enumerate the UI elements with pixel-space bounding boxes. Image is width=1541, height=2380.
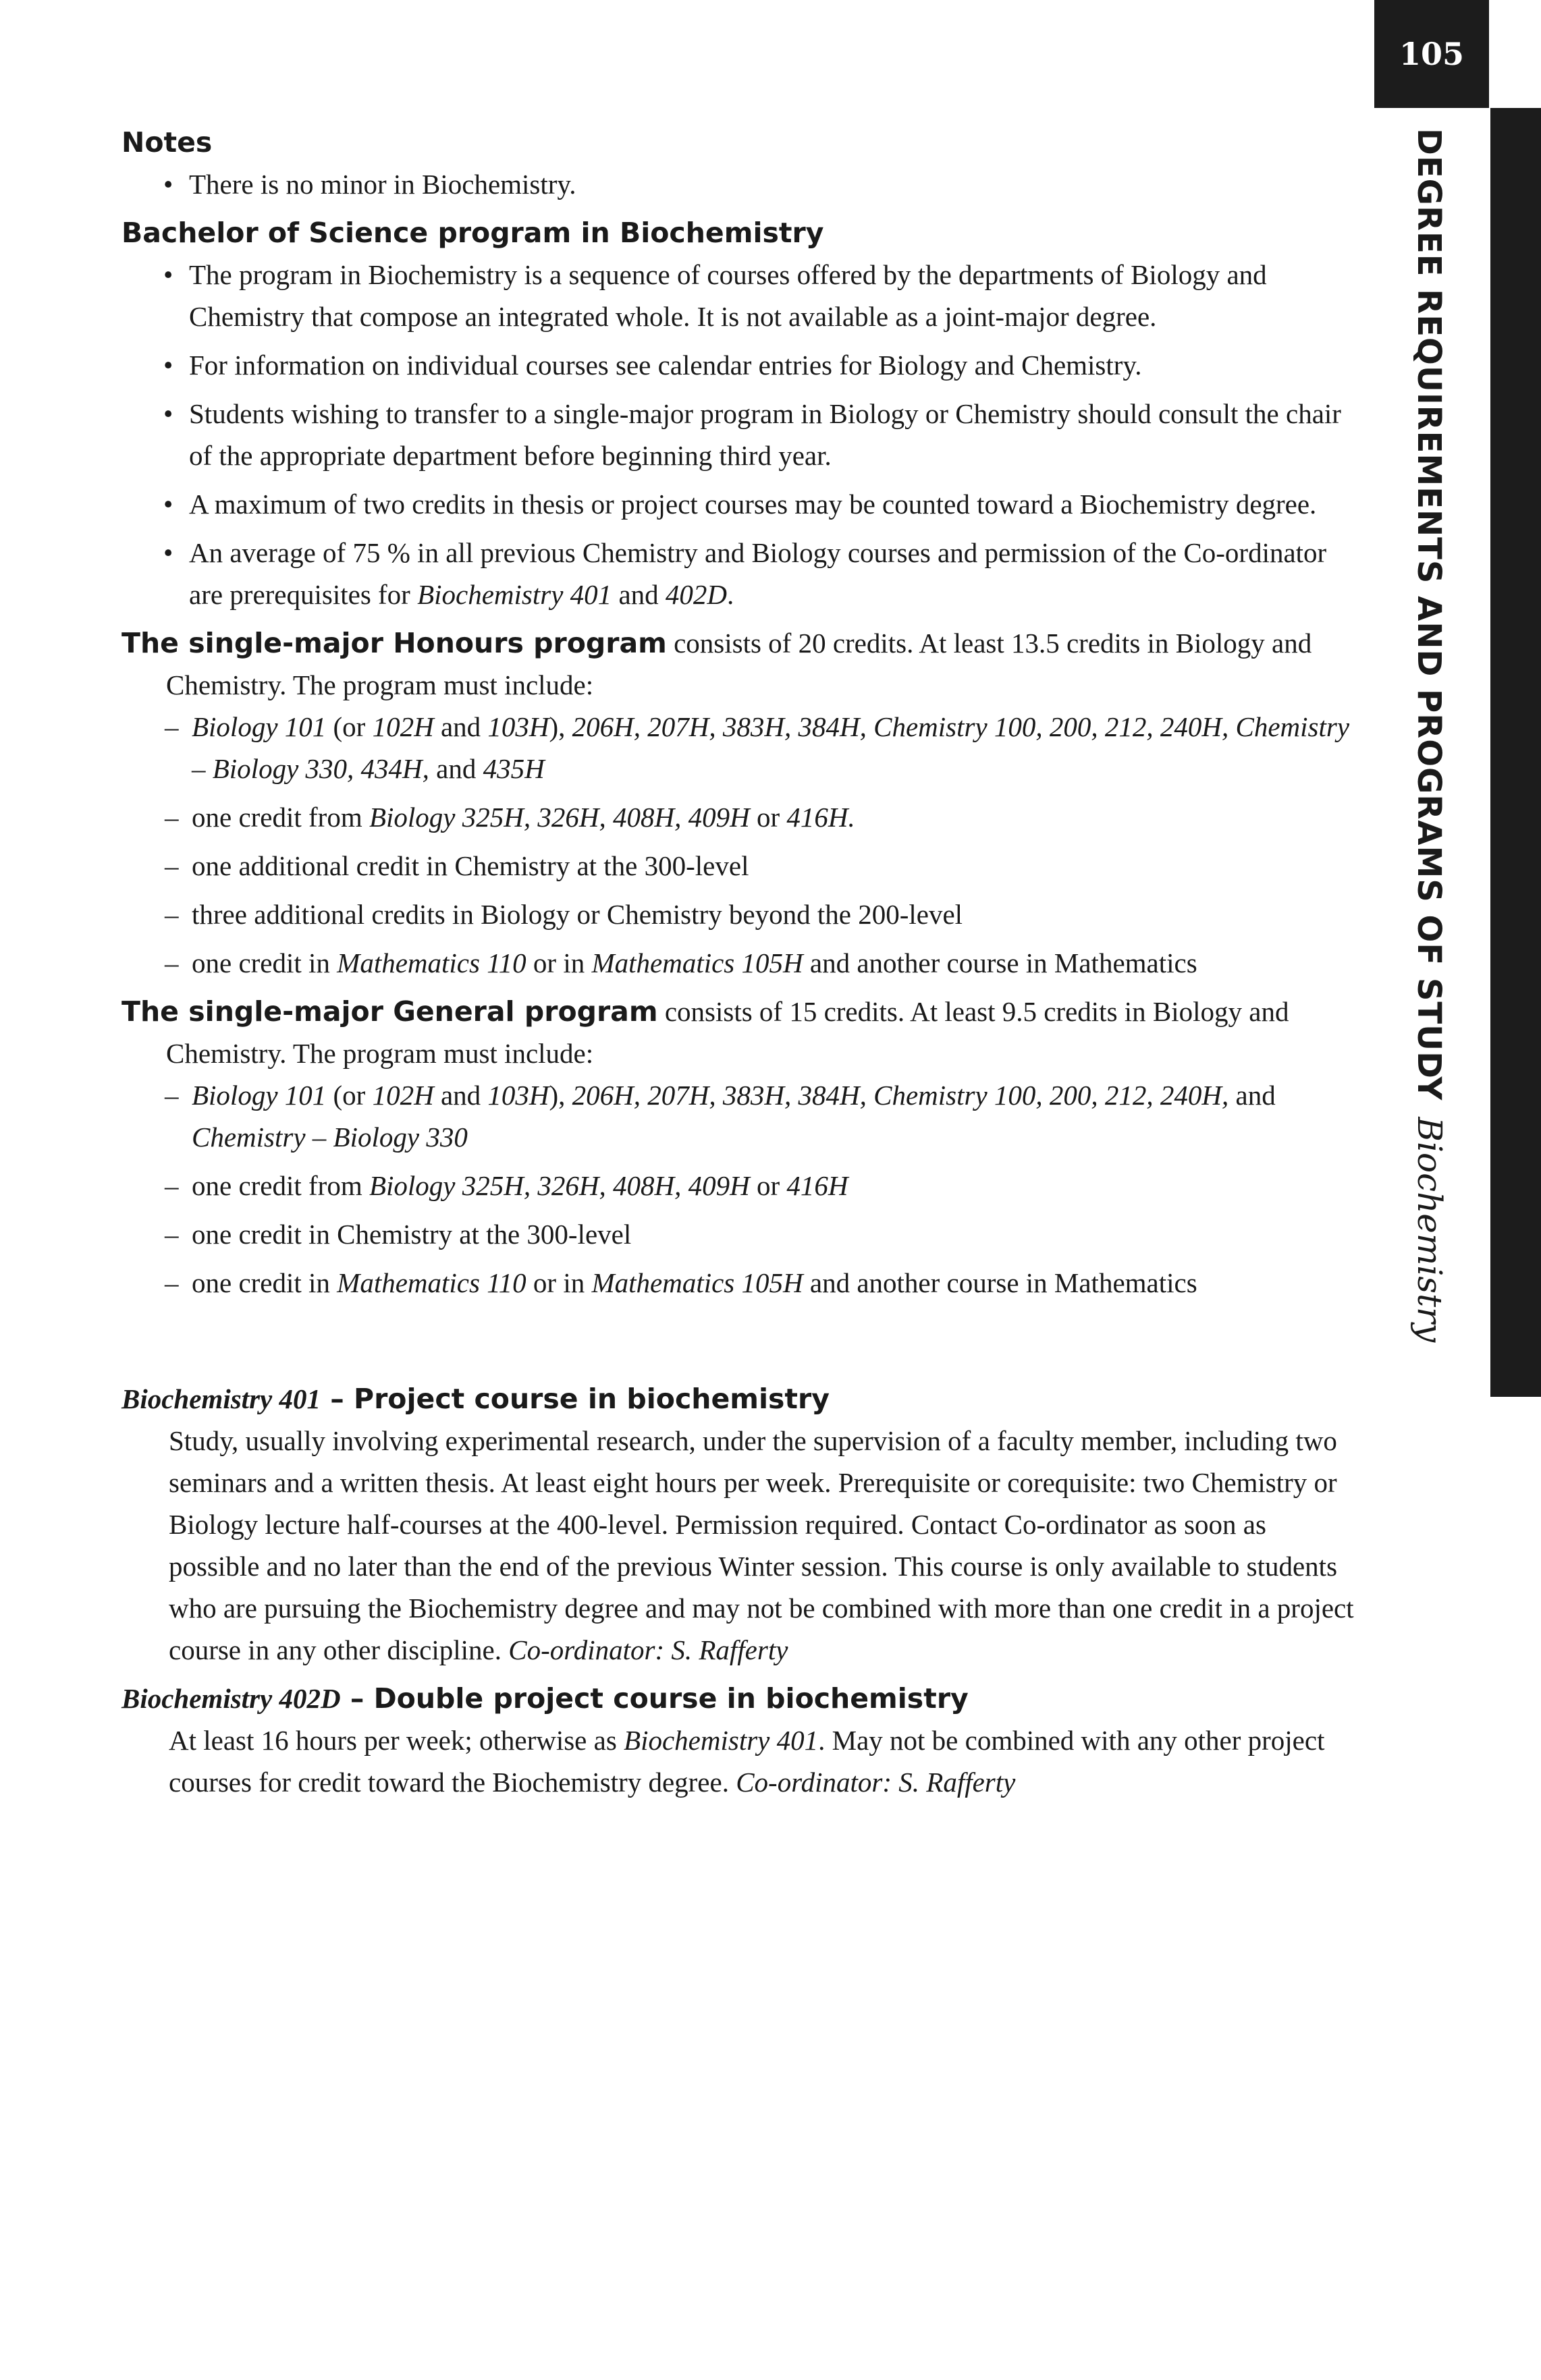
list-item: – Biology 101 (or 102H and 103H), 206H, 207H, 383H, 384H, Chemistry 100, 200, 212, 240H, Chemistry – Biology 330, 434H, and 435H xyxy=(192,706,1357,790)
course-code: Biochemistry 402D xyxy=(121,1683,341,1714)
honours-program-text: consists of 20 credits. At least 13.5 credits in Biology and Chemistry. The program must include: xyxy=(166,628,1312,700)
course-entry-401 xyxy=(121,1378,1357,1671)
course-title xyxy=(121,1678,1357,1719)
list-item: • The program in Biochemistry is a sequence of courses offered by the departments of Biology and Chemistry that compose an integrated whole. It is not available as a joint-major degree. xyxy=(189,254,1357,337)
general-requirements-list xyxy=(121,1074,1357,1304)
course-name: Project course in biochemistry xyxy=(354,1383,830,1415)
main-text-column xyxy=(121,121,1357,1810)
page-number: 105 xyxy=(1374,0,1489,108)
side-running-header xyxy=(1396,128,1463,1343)
list-item: – one credit in Chemistry at the 300-level xyxy=(192,1213,1357,1255)
general-program-lead: The single-major General program xyxy=(121,995,658,1028)
course-entry-402d xyxy=(121,1678,1357,1803)
honours-requirements-list xyxy=(121,706,1357,984)
honours-program-lead: The single-major Honours program xyxy=(121,627,667,659)
list-item: • There is no minor in Biochemistry. xyxy=(189,163,1357,205)
course-separator: – xyxy=(320,1383,354,1415)
list-item: • A maximum of two credits in thesis or project courses may be counted toward a Biochemistry degree. xyxy=(189,483,1357,525)
side-header-section: DEGREE REQUIREMENTS AND PROGRAMS OF STUDY xyxy=(1410,128,1448,1101)
list-item: – one credit in Mathematics 110 or in Mathematics 105H and another course in Mathematics xyxy=(192,1262,1357,1304)
list-item: • For information on individual courses see calendar entries for Biology and Chemistry. xyxy=(189,344,1357,386)
general-program-paragraph xyxy=(121,991,1357,1074)
list-item: • An average of 75 % in all previous Chemistry and Biology courses and permission of the Co-ordinator are prerequisites for Biochemistry 401 and 402D. xyxy=(189,532,1357,615)
list-item: – three additional credits in Biology or Chemistry beyond the 200-level xyxy=(192,893,1357,935)
course-title xyxy=(121,1378,1357,1420)
course-name: Double project course in biochemistry xyxy=(373,1682,969,1715)
notes-heading: Notes xyxy=(121,126,213,159)
course-description: Study, usually involving experimental research, under the supervision of a faculty member, including two seminars and a written thesis. At least eight hours per week. Prerequisite or corequisite: two Chemistry or Biology lecture half-courses at the 400-level. Permission required. Contact Co-ordinator as soon as possible and no later than the end of the previous Winter session. This course is only available to students who are pursuing the Biochemistry degree and may not be combined with more than one credit in a project course in any other discipline. Co-ordinator: S. Rafferty xyxy=(169,1425,1354,1665)
list-item: – one additional credit in Chemistry at the 300-level xyxy=(192,845,1357,887)
list-item: – one credit from Biology 325H, 326H, 408H, 409H or 416H. xyxy=(192,796,1357,838)
notes-list xyxy=(121,163,1357,205)
side-header-subject: Biochemistry xyxy=(1410,1117,1449,1343)
list-item: – Biology 101 (or 102H and 103H), 206H, 207H, 383H, 384H, Chemistry 100, 200, 212, 240H, and Chemistry – Biology 330 xyxy=(192,1074,1357,1158)
honours-program-paragraph xyxy=(121,622,1357,706)
course-separator: – xyxy=(340,1682,374,1715)
list-item: – one credit from Biology 325H, 326H, 408H, 409H or 416H xyxy=(192,1165,1357,1207)
bsc-heading: Bachelor of Science program in Biochemistry xyxy=(121,217,824,249)
bsc-notes-list xyxy=(121,254,1357,615)
general-program-text: consists of 15 credits. At least 9.5 credits in Biology and Chemistry. The program must include: xyxy=(166,996,1289,1069)
section-tab-strip xyxy=(1490,108,1541,1397)
list-item: – one credit in Mathematics 110 or in Mathematics 105H and another course in Mathematics xyxy=(192,942,1357,984)
list-item: • Students wishing to transfer to a single-major program in Biology or Chemistry should consult the chair of the appropriate department before beginning third year. xyxy=(189,393,1357,476)
course-code: Biochemistry 401 xyxy=(121,1383,321,1414)
course-description: At least 16 hours per week; otherwise as Biochemistry 401. May not be combined with any other project courses for credit toward the Biochemistry degree. Co-ordinator: S. Rafferty xyxy=(169,1725,1325,1798)
